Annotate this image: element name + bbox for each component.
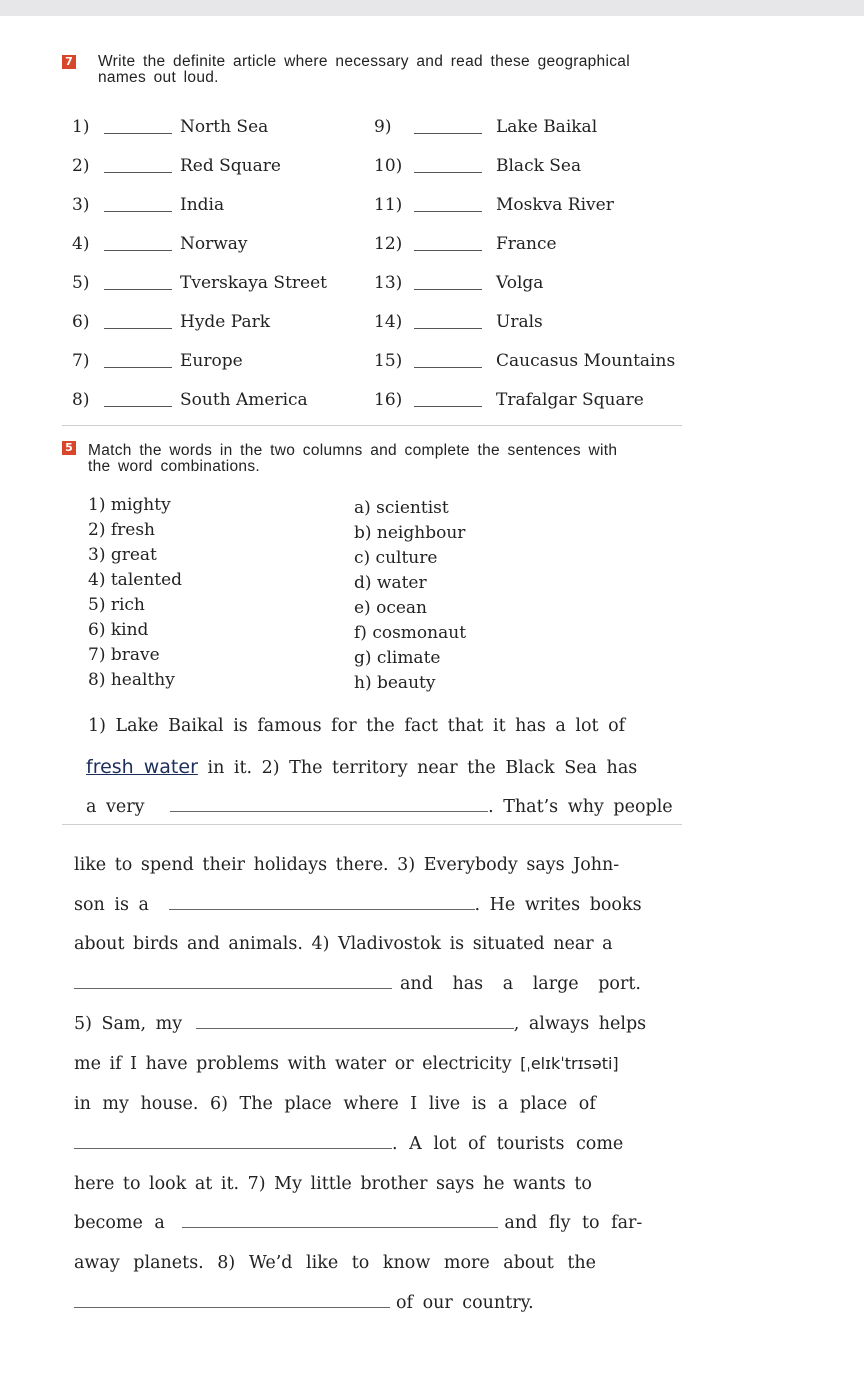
match-noun: g) climate xyxy=(354,648,441,668)
sentence-line: and has a large port. xyxy=(74,974,641,994)
article-blank[interactable] xyxy=(414,406,482,407)
sentence-line: . A lot of tourists come xyxy=(74,1134,623,1154)
match-noun: d) water xyxy=(354,573,427,593)
article-blank[interactable] xyxy=(104,172,172,173)
section-divider xyxy=(62,425,682,426)
item-number: 8) xyxy=(72,390,90,410)
match-adjective: 3) great xyxy=(88,545,157,565)
geographical-name: Urals xyxy=(496,312,543,332)
answer-blank[interactable] xyxy=(169,895,475,910)
item-number: 16) xyxy=(374,390,403,410)
article-blank[interactable] xyxy=(414,367,482,368)
geographical-name: Black Sea xyxy=(496,156,582,176)
match-adjective: 6) kind xyxy=(88,620,149,640)
item-number: 2) xyxy=(72,156,90,176)
sentence-line: in my house. 6) The place where I live is a place of xyxy=(74,1094,596,1114)
match-noun: f) cosmonaut xyxy=(354,623,467,643)
article-blank[interactable] xyxy=(104,250,172,251)
match-noun: a) scientist xyxy=(354,498,449,518)
match-adjective: 4) talented xyxy=(88,570,183,590)
item-number: 13) xyxy=(374,273,403,293)
article-blank[interactable] xyxy=(414,172,482,173)
item-number: 6) xyxy=(72,312,90,332)
handwritten-answer: fresh water xyxy=(86,756,198,778)
sentence-line: here to look at it. 7) My little brother says he wants to xyxy=(74,1174,592,1194)
sentence-line: a very . That’s why people xyxy=(86,797,673,817)
article-blank[interactable] xyxy=(104,367,172,368)
match-noun: b) neighbour xyxy=(354,523,466,543)
geographical-name: Norway xyxy=(180,234,248,254)
item-number: 15) xyxy=(374,351,403,371)
geographical-name: South America xyxy=(180,390,308,410)
match-adjective: 7) brave xyxy=(88,645,160,665)
item-number: 5) xyxy=(72,273,90,293)
geographical-name: Red Square xyxy=(180,156,281,176)
item-number: 7) xyxy=(72,351,90,371)
geographical-name: Moskva River xyxy=(496,195,614,215)
geographical-name: Hyde Park xyxy=(180,312,271,332)
match-noun: e) ocean xyxy=(354,598,427,618)
article-blank[interactable] xyxy=(414,289,482,290)
match-noun: h) beauty xyxy=(354,673,436,693)
match-left-column xyxy=(88,493,182,693)
article-blank[interactable] xyxy=(104,211,172,212)
pronunciation-transcription: [ˌelɪkˈtrɪsəti] xyxy=(520,1054,619,1073)
article-blank[interactable] xyxy=(104,406,172,407)
answer-blank[interactable] xyxy=(182,1213,498,1228)
sentence-line: 5) Sam, my , always helps xyxy=(74,1014,647,1034)
sentence-line: son is a . He writes books xyxy=(74,895,642,915)
sentence-line: like to spend their holidays there. 3) Everybody says John- xyxy=(74,855,620,875)
geographical-name: Trafalgar Square xyxy=(496,390,644,410)
section-divider xyxy=(62,824,682,825)
item-number: 11) xyxy=(374,195,403,215)
match-adjective: 1) mighty xyxy=(88,495,171,515)
article-blank[interactable] xyxy=(414,250,482,251)
article-blank[interactable] xyxy=(414,211,482,212)
answer-blank[interactable] xyxy=(74,974,392,989)
answer-blank[interactable] xyxy=(196,1014,514,1029)
item-number: 9) xyxy=(374,117,392,137)
match-adjective: 2) fresh xyxy=(88,520,156,540)
sentence-line: fresh water in it. 2) The territory near the Black Sea has xyxy=(86,756,638,778)
geographical-name: France xyxy=(496,234,557,254)
answer-blank[interactable] xyxy=(74,1134,392,1149)
item-number: 4) xyxy=(72,234,90,254)
article-blank[interactable] xyxy=(414,328,482,329)
article-blank[interactable] xyxy=(104,133,172,134)
geographical-name: Caucasus Mountains xyxy=(496,351,676,371)
geographical-name: Volga xyxy=(496,273,544,293)
item-number: 12) xyxy=(374,234,403,254)
item-number: 3) xyxy=(72,195,90,215)
answer-blank[interactable] xyxy=(74,1293,390,1308)
sentence-line: about birds and animals. 4) Vladivostok is situated near a xyxy=(74,934,613,954)
geographical-name: Lake Baikal xyxy=(496,117,598,137)
match-noun: c) culture xyxy=(354,548,438,568)
exercise-7-number: 7 xyxy=(62,55,76,69)
match-right-column xyxy=(354,496,466,696)
match-adjective: 5) rich xyxy=(88,595,145,615)
item-number: 1) xyxy=(72,117,90,137)
item-number: 10) xyxy=(374,156,403,176)
exercise-5-number: 5 xyxy=(62,441,76,455)
geographical-name: Europe xyxy=(180,351,243,371)
top-bar xyxy=(0,0,864,16)
article-blank[interactable] xyxy=(414,133,482,134)
article-blank[interactable] xyxy=(104,328,172,329)
sentence-line: me if I have problems with water or electricity [ˌelɪkˈtrɪsəti] xyxy=(74,1054,619,1074)
answer-blank[interactable] xyxy=(170,797,488,812)
article-blank[interactable] xyxy=(104,289,172,290)
sentence-line: become a and fly to far- xyxy=(74,1213,643,1233)
geographical-name: Tverskaya Street xyxy=(180,273,327,293)
geographical-name: India xyxy=(180,195,225,215)
sentence-line: away planets. 8) We’d like to know more about the xyxy=(74,1253,596,1273)
exercise-7-instruction: Write the definite article where necessary and read these geographical names out loud. xyxy=(98,53,630,86)
item-number: 14) xyxy=(374,312,403,332)
sentence-line: 1) Lake Baikal is famous for the fact that it has a lot of xyxy=(88,716,626,736)
exercise-5-instruction: Match the words in the two columns and complete the sentences with the word combinations. xyxy=(88,442,618,475)
match-adjective: 8) healthy xyxy=(88,670,175,690)
geographical-name: North Sea xyxy=(180,117,269,137)
sentence-line: of our country. xyxy=(74,1293,534,1313)
